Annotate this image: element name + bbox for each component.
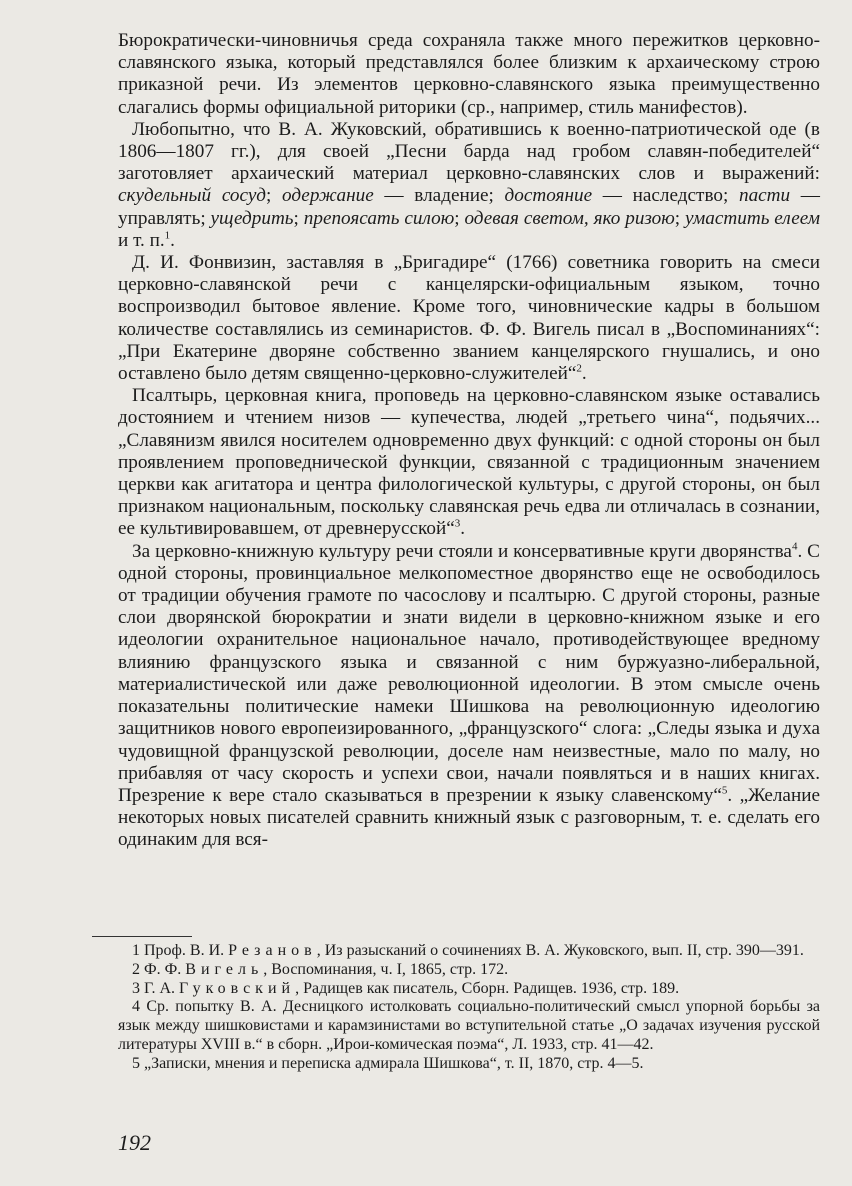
text-run: ущедрить	[210, 207, 294, 229]
text-run: скудельный сосуд	[118, 185, 266, 207]
text-run: ;	[454, 207, 465, 229]
page-number: 192	[118, 1130, 151, 1155]
text-run: 4 Ср. попытку В. А. Десницкого истолковать социально-политический смысл упорной борьбы за язык между шишковистами и карамзинистами во вступительной статье „О задачах изучения русской литературы XVIII в.“ в сборн. „Ирои-комическая поэма“, Л. 1933, стр. 41—42.	[118, 998, 820, 1053]
footnotes	[118, 942, 820, 1074]
text-run: 3 Г. А.	[132, 979, 179, 997]
text-run: и т. п.	[118, 229, 165, 251]
text-run: За церковно-книжную культуру речи стояли и консервативные круги дворянства	[132, 540, 792, 562]
text-run: одержание	[282, 185, 374, 207]
text-run: , Радищев как писатель, Сборн. Радищев. 1936, стр. 189.	[295, 979, 680, 997]
text-run: Резанов	[228, 942, 317, 959]
text-run: одевая светом, яко ризою	[464, 207, 675, 229]
text-run: Любопытно, что В. А. Жуковский, обратившись к военно-патриотической оде (в 1806—1807 гг.), для своей „Песни барда над гробом славян-победителей“ заготовляет архаический материал церковно-славянских слов и выражений:	[118, 118, 820, 185]
text-run: 1 Проф. В. И.	[132, 942, 229, 959]
text-run: — владение;	[373, 185, 505, 207]
footnote-ref: 5	[721, 784, 728, 797]
footnote-5	[118, 1055, 820, 1074]
footnote-ref: 2	[576, 362, 582, 375]
text-run: ;	[266, 185, 283, 207]
footnote-divider	[92, 936, 192, 937]
text-run: Псалтырь, церковная книга, проповедь на церковно-славянском языке оставались достоянием и чтением низов — купечества, людей „третьего чина“, подьячих... „Славянизм явился носителем одновременно двух функций: с одной стороны он был проявлением проповеднической функции, связанной с традиционным значением церкви как агитатора и центра филологической культуры, с другой стороны, он был признаком национальным, поскольку славянская речь едва ли отличалась в сознании, ее культивировавшем, от древнерусской“	[118, 385, 820, 540]
paragraph-5	[118, 541, 820, 852]
text-run: Вигель	[185, 960, 264, 978]
footnote-ref: 3	[454, 518, 461, 531]
text-run: достояние	[504, 185, 593, 207]
text-run: ;	[293, 207, 304, 229]
footnote-2	[118, 961, 820, 980]
paragraph-4	[118, 385, 820, 540]
paragraph-2	[118, 119, 820, 252]
paragraph-3	[118, 252, 820, 385]
text-run: Бюрократически-чиновничья среда сохраняла также много пережитков церковно-славянского языка, который представлялся более близким к архаическому строю приказной речи. Из элементов церковно-славянского языка преимущественно слагались формы официальной риторики (ср., например, стиль манифестов).	[118, 30, 820, 118]
text-run: .	[170, 229, 175, 251]
footnote-ref: 4	[791, 540, 798, 553]
text-run: пасти	[738, 185, 791, 207]
text-run: , Воспоминания, ч. I, 1865, стр. 172.	[263, 960, 509, 978]
text-run: .	[581, 363, 587, 385]
text-run: 5 „Записки, мнения и переписка адмирала Шишкова“, т. II, 1870, стр. 4—5.	[132, 1054, 644, 1072]
text-run: . „Желание некоторых новых писателей сравнить книжный язык с разговорным, т. е. сделать его одинаким для вся-	[118, 784, 821, 851]
text-run: 2 Ф. Ф.	[132, 960, 186, 978]
footnote-3	[118, 980, 820, 999]
text-run: — наследство;	[592, 185, 739, 207]
text-run: . С одной стороны, провинциальное мелкопоместное дворянство еще не освободилось от традиции обучения грамоте по часослову и псалтырю. С другой стороны, разные слои дворянской бюрократии и знати видели в церковно-книжном языке и его идеологии охранительное национальное начало, противодействующее вредному влиянию французского языка и связанной с ним буржуазно-либеральной, материалистической или даже революционной идеологии. В этом смысле очень показательны политические намеки Шишкова на революционную идеологию защитников нового европеизированного, „французского“ слога: „Следы языка и духа чудовищной французской революции, доселе нам неизвестные, мало по малу, но прибавляя от часу скорость и успехи свои, начали появляться и в наших книгах. Презрение к вере стало сказываться в презрении к языку славенскому“	[118, 540, 820, 806]
text-run: .	[460, 518, 466, 540]
text-run: , Из разысканий о сочинениях В. А. Жуковского, вып. II, стр. 390—391.	[316, 942, 804, 959]
text-run: — управлять;	[118, 185, 820, 229]
text-run: ;	[674, 207, 685, 229]
paragraph-1	[118, 30, 820, 119]
text-run: Гуковский	[179, 979, 296, 997]
text-run: умастить елеем	[685, 207, 820, 229]
footnote-4	[118, 998, 820, 1054]
main-text	[118, 30, 820, 852]
footnote-1	[118, 942, 820, 961]
text-run: Д. И. Фонвизин, заставляя в „Бригадире“ (1766) советника говорить на смеси церковно-славянской речи с канцелярски-официальным языком, точно воспроизводил бытовое явление. Кроме того, чиновнические кадры в большом количестве составлялись из семинаристов. Ф. Ф. Вигель писал в „Воспоминаниях“: „При Екатерине дворяне собственно званием канцелярского гнушались, и оно оставлено было детям священно-церковно-служителей“	[118, 252, 820, 385]
text-run: препоясать силою	[303, 207, 455, 229]
footnote-ref: 1	[164, 229, 171, 242]
